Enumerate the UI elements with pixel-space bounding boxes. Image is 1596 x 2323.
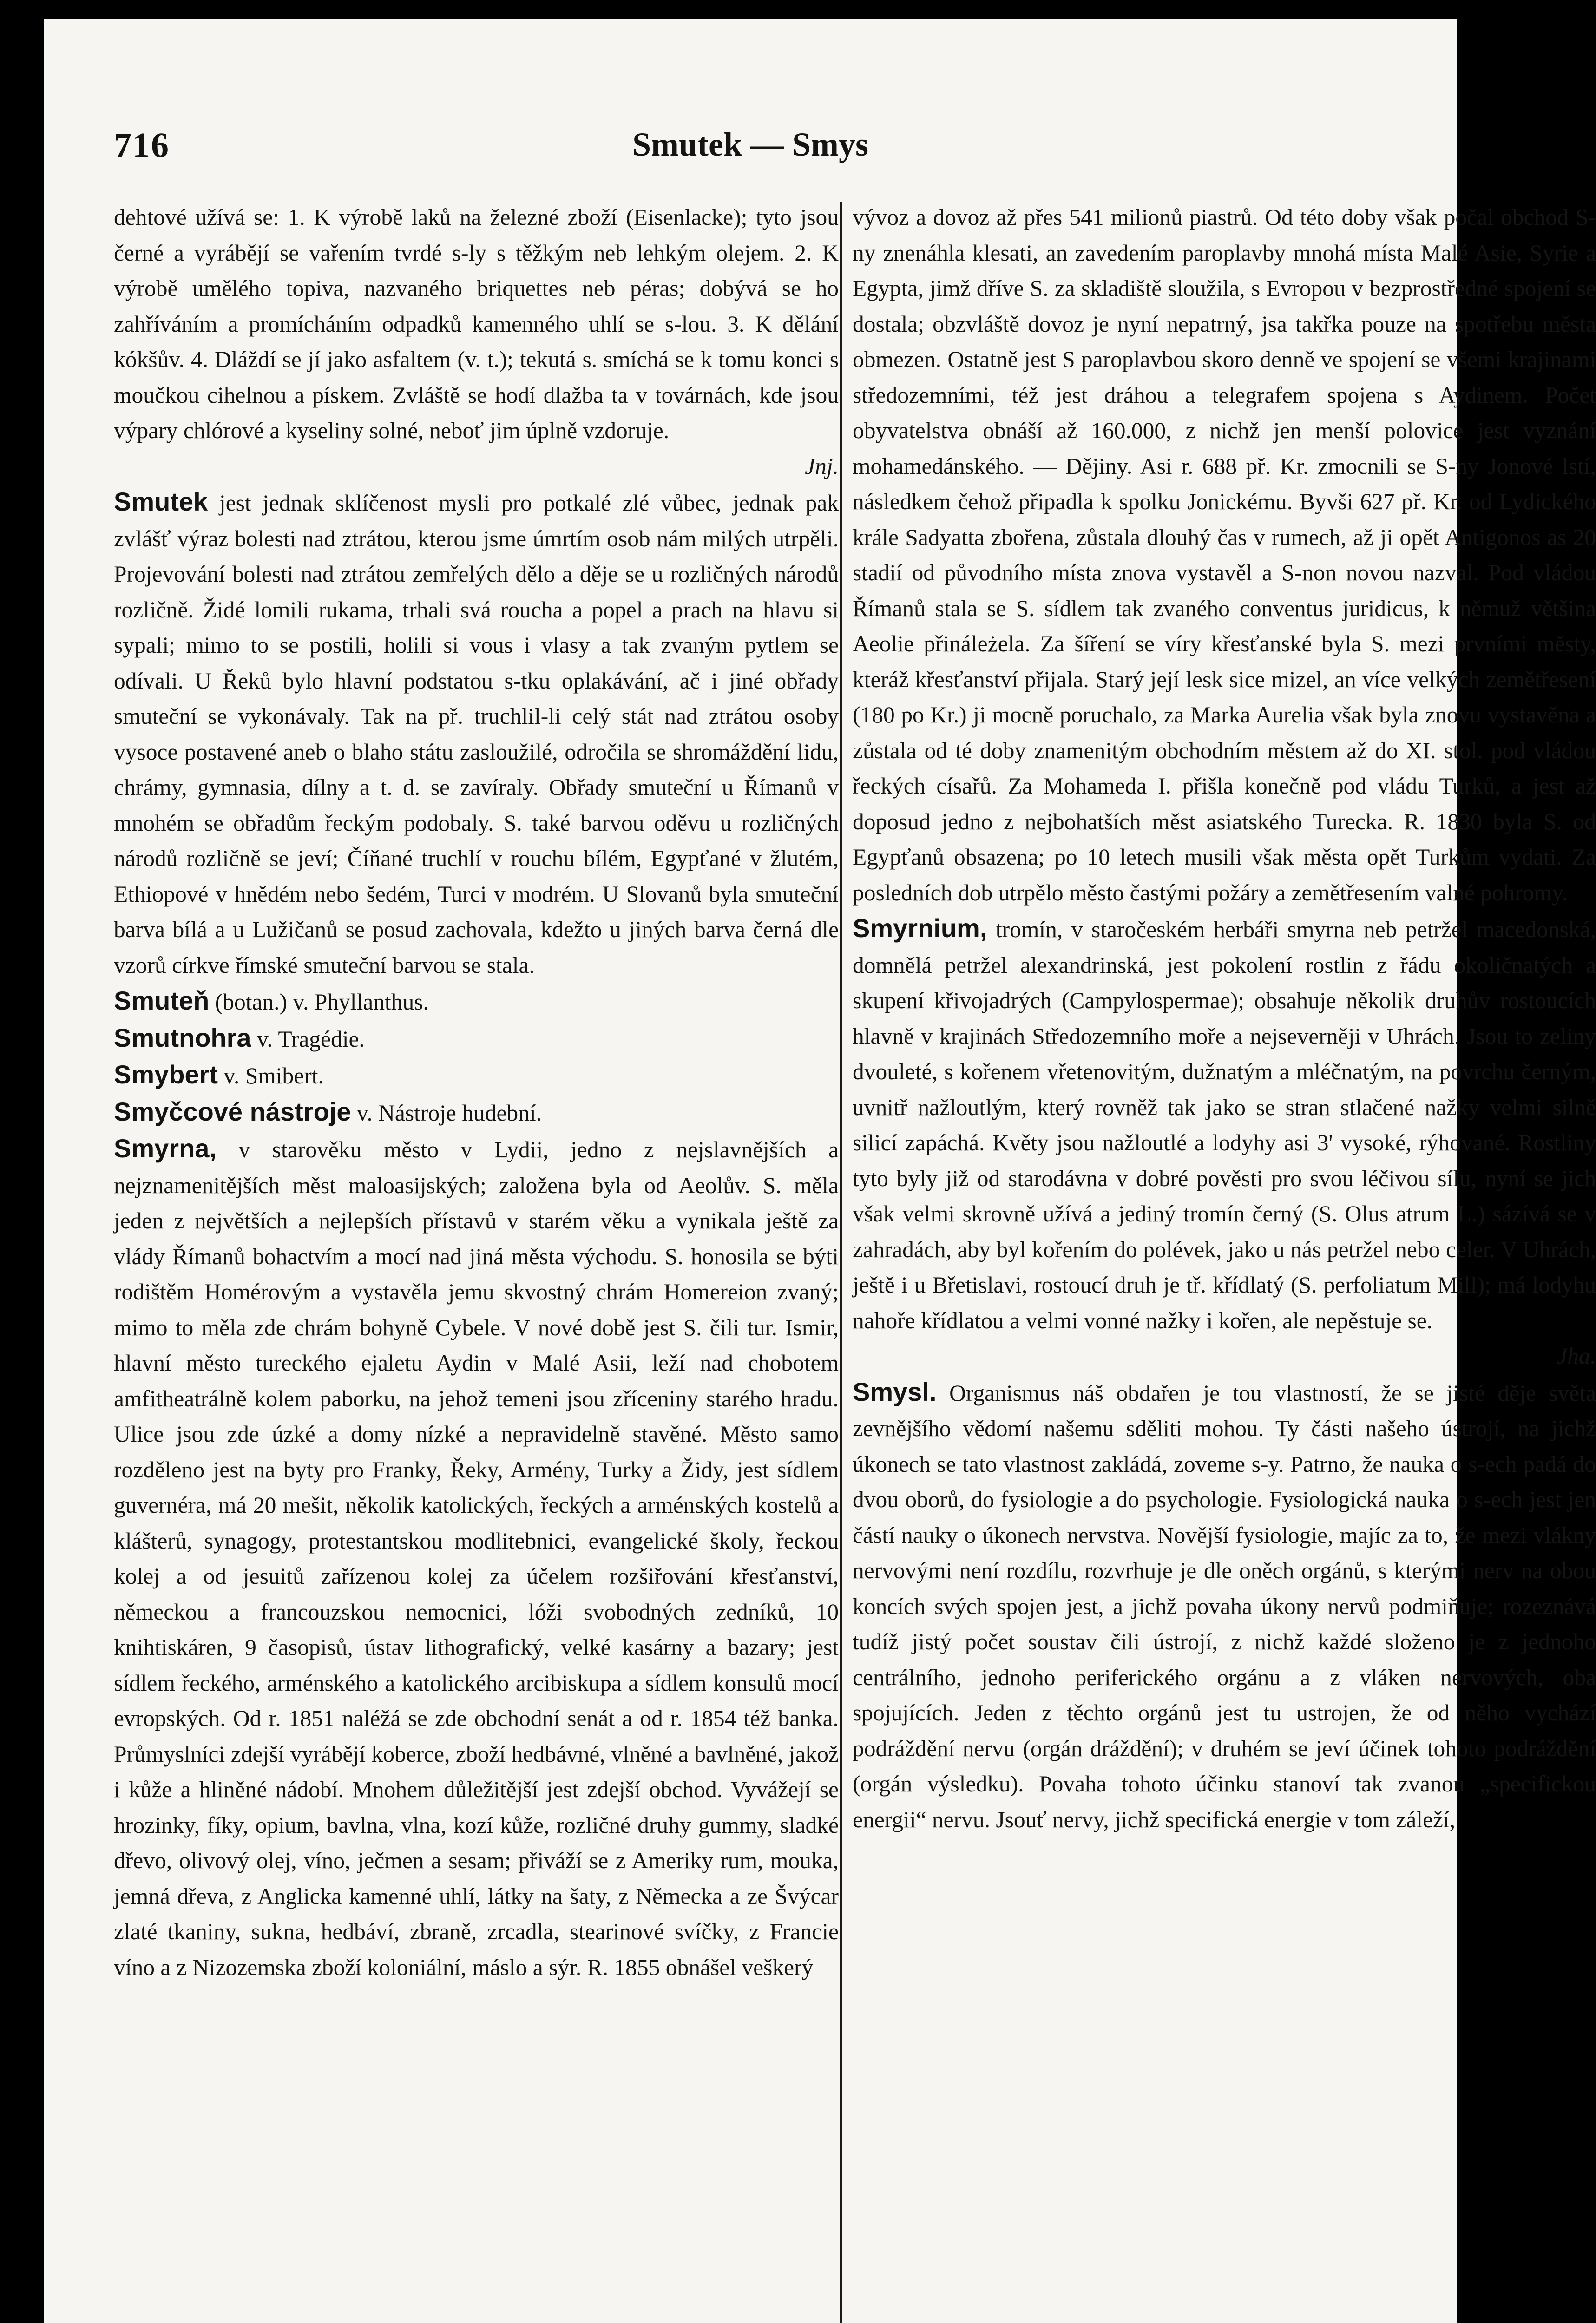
column-divider: [840, 202, 842, 2323]
entry-smutnohra: [114, 1020, 839, 1057]
running-title: Smutek — Smys: [632, 126, 869, 163]
entry-smysl: [853, 1374, 1596, 1838]
headword: Smysl.: [853, 1377, 937, 1406]
entry-text: Organismus náš obdařen je tou vlastností, že se jisté děje světa zevnějšího vědomí našemu sděliti mohou. Ty části našeho ústrojí, na jichž úkonech se tato vlastnost zakládá, zoveme s-y. Patrno, že nauka o s-ech padá do dvou oborů, do fysiologie a do psychologie. Fysiologická nauka o s-ech jest jen částí nauky o úkonech nervstva. Novější fysiologie, majíc za to, že mezi vlákny nervovými není rozdílu, rozvrhuje je dle oněch orgánů, s kterými nerv na obou koncích svých spojen jest, a jichž povaha úkony nervů podmiňuje; rozeznává tudíž jistý počet soustav čili ústrojí, z nichž každé složeno je z jednoho centrálního, jednoho periferického orgánu a z vláken nervových, oba spojujících. Jeden z těchto orgánů jest tu ustrojen, že od něho vychází podráždění nervu (orgán dráždění); v druhém se jeví účinek tohoto podráždění (orgán výsledku). Povaha tohoto účinku stanoví tak zvanou „specifickou energii“ nervu. Jsouť nervy, jichž specifická energie v tom záleží,: [853, 1380, 1596, 1832]
paragraph-text: dehtové užívá se: 1. K výrobě laků na železné zboží (Eisenlacke); tyto jsou černé a vyrábějí se vařením tvrdé s-ly s těžkým neb lehkým olejem. 2. K výrobě umělého topiva, nazvaného briquettes neb péras; dobývá se ho zahříváním a promícháním odpadků kamenného uhlí se s-lou. 3. K dělání kókšův. 4. Dláždí se jí jako asfaltem (v. t.); tekutá s. smíchá se k tomu konci s moučkou cihelnou a pískem. Zvláště se hodí dlažba ta v továrnách, kde jsou výpary chlórové a kyseliny solné, neboť jim úplně vzdoruje.: [114, 204, 839, 443]
entry-text: v. Smibert.: [223, 1063, 324, 1089]
author-signature: Jnj.: [805, 453, 839, 479]
headword: Smuteň: [114, 986, 210, 1015]
paragraph-continuation: [853, 200, 1596, 911]
book-page: [44, 19, 1596, 2323]
author-signature: Jha.: [1557, 1343, 1596, 1369]
left-column: [114, 200, 839, 2323]
entry-text: v starověku město v Lydii, jedno z nejslavnějších a nejznamenitějších měst maloasijských; založena byla od Aeolův. S. měla jeden z největších a nejlepších přístavů v starém věku a vynikala ještě za vlády Římanů bohactvím a mocí nad jiná města východu. S. honosila se býti rodištěm Homérovým a vystavěla jemu skvostný chrám Homereion zvaný; mimo to měla zde chrám bohyně Cybele. V nové době jest S. čili tur. Ismir, hlavní město tureckého ejaletu Aydin v Malé Asii, leží nad chobotem amfitheatrálně kolem paborku, na jehož temeni jsou zříceniny starého hradu. Ulice jsou zde úzké a domy nízké a nepravidelně stavěné. Město samo rozděleno jest na byty pro Franky, Řeky, Armény, Turky a Židy, jest sídlem guvernéra, má 20 mešit, několik katolických, řeckých a arménských kostelů a klášterů, synagogy, protestantskou modlitebnici, evangelické školy, řeckou kolej a od jesuitů zařízenou kolej za účelem rozšiřování křesťanství, německou a francouzskou nemocnici, lóži svobodných zedníků, 10 knihtiskáren, 9 časopisů, ústav lithografický, velké kasárny a bazary; jest sídlem řeckého, arménského a katolického arcibiskupa a sídlem konsulů mocí evropských. Od r. 1851 naléžá se zde obchodní senát a od r. 1854 též banka. Průmyslníci zdejší vyrábějí koberce, zboží hedbávné, vlněné a bavlněné, jakož i kůže a hliněné nádobí. Mnohem důležitější jest zdejší obchod. Vyvážejí se hrozinky, fíky, opium, bavlna, vlna, kozí kůže, rozličné druhy gummy, sladké dřevo, olivový olej, víno, ječmen a sesam; přiváží se z Ameriky rum, mouka, jemná dřeva, z Anglicka kamenné uhlí, látky na šaty, z Německa a ze Švýcar zlaté tkaniny, sukna, hedbáví, zbraně, zrcadla, stearinové svíčky, z Francie víno a z Nizozemska zboží koloniální, máslo a sýr. R. 1855 obnášel veškerý: [114, 1137, 839, 1980]
page-number: 716: [114, 126, 170, 165]
headword: Smyrna,: [114, 1134, 217, 1163]
entry-smutek: [114, 484, 839, 983]
entry-text: (botan.) v. Phyllanthus.: [215, 989, 429, 1015]
right-column: [853, 200, 1596, 2323]
headword: Smybert: [114, 1060, 218, 1089]
headword: Smyrnium,: [853, 913, 987, 943]
headword: Smutnohra: [114, 1023, 251, 1052]
headword: Smyčcové nástroje: [114, 1096, 351, 1126]
entry-smyccove-nastroje: [114, 1094, 839, 1131]
entry-text: v. Tragédie.: [256, 1026, 365, 1052]
entry-smyrna: [114, 1131, 839, 1985]
headword: Smutek: [114, 487, 208, 516]
entry-smybert: [114, 1057, 839, 1094]
entry-text: jest jednak sklíčenost mysli pro potkalé zlé vůbec, jednak pak zvlášť výraz bolesti nad ztrátou, kterou jsme úmrtím osob nám milých utrpěli. Projevování bolesti nad ztrátou zemřelých dělo a děje se u rozličných národů rozličně. Židé lomili rukama, trhali svá roucha a popel a prach na hlavu si sypali; mimo to se postili, holili si vous i vlasy a tak zvaným pytlem se odívali. U Řeků bylo hlavní podstatou s-tku oplakávání, ač i jiné obřady smuteční se vykonávaly. Tak na př. truchlil-li celý stát nad ztrátou osoby vysoce postavené aneb o blaho státu zasloužilé, odročila se shromáždění lidu, chrámy, gymnasia, dílny a t. d. se zavíraly. Obřady smuteční u Římanů v mnohém se obřadům řeckým podobaly. S. také barvou oděvu u rozličných národů rozličně se jeví; Číňané truchlí v rouchu bílém, Egypťané v žlutém, Ethiopové v hnědém nebo šedém, Turci v modrém. U Slovanů byla smuteční barva bílá a u Lužičanů se posud zachovala, kdežto u jiných barva černá dle vzorů církve římské smuteční barvou se stala.: [114, 490, 839, 978]
entry-text: tromín, v staročeském herbáři smyrna neb petržel macedonská, domnělá petržel alexandrinská, jest pokolení rostlin z řádu okoličnatých a skupení křivojadrých (Campylospermae); obsahuje několik druhův rostoucích hlavně v krajinách Středozemního moře a nejseverněji v Uhrách. Jsou to zeliny dvouleté, s kořenem vřetenovitým, dužnatým a mléčnatým, na povrchu černým, uvnitř nažloutlým, který rovněž tak jako se stran stlačené nažky velmi silně silicí zapáchá. Květy jsou nažloutlé a lodyhy asi 3' vysoké, rýhované. Rostliny tyto byly již od starodávna v dobré pověsti pro svou léčivou sílu, nyní se jich však velmi skrovně užívá a jediný tromín černý (S. Olus atrum L.) sázívá se v zahradách, aby byl kořením do polévek, jako u nás petržel nebo celer. V Uhrách, ještě i u Břetislavi, rostoucí druh je tř. křídlatý (S. perfoliatum Mill); má lodyhu nahoře křídlatou a velmi vonné nažky i kořen, ale nepěstuje se.: [853, 917, 1596, 1333]
entry-smuten: [114, 983, 839, 1020]
entry-smyrnium: [853, 911, 1596, 1374]
paragraph-continuation: [114, 200, 839, 484]
entry-text: v. Nástroje hudební.: [356, 1100, 542, 1126]
paragraph-text: vývoz a dovoz až přes 541 milionů piastrů. Od této doby však počal obchod S-ny znenáhla klesati, an zavedením paroplavby mnohá místa Malé Asie, Syrie a Egypta, jimž dříve S. za skladiště sloužila, s Evropou v bezprostředné spojení se dostala; obzvláště dovoz je nyní nepatrný, jsa takřka pouze na spotřebu města obmezen. Ostatně jest S paroplavbou skoro denně ve spojení se všemi krajinami středozemními, též jest dráhou a telegrafem spojena s Aydinem. Počet obyvatelstva obnáší až 160.000, z nichž jen menší polovice jest vyznání mohamedánského. — Dějiny. Asi r. 688 př. Kr. zmocnili se S-ny Jonové lstí, následkem čehož připadla k spolku Jonickému. Byvši 627 př. Kr. od Lydického krále Sadyatta zbořena, zůstala dlouhý čas v rumech, až ji opět Antigonos as 20 stadií od původního místa znova vystavěl a S-non novou nazval. Pod vládou Římanů stala se S. sídlem tak zvaného conventus juridicus, k němuž většina Aeolie přináleżela. Za šíření se víry křesťanské byla S. mezi prvními městy, kteráž křesťanství přijala. Starý její lesk sice mizel, an více velkých zemětřesení (180 po Kr.) ji mocně poruchalo, za Marka Aurelia však byla znovu vystavěna a zůstala od té doby znamenitým obchodním městem až do XI. stol. pod vládou řeckých císařů. Za Mohameda I. přišla konečně pod vládu Turků, a jest až doposud jedno z nejbohatších měst asiatského Turecka. R. 1830 byla S. od Egypťanů obsazena; po 10 letech musili však města opět Turkům vydati. Za posledních dob utrpělo město častými požáry a zemětřesením valné pohromy.: [853, 204, 1596, 906]
running-header: [114, 125, 1387, 177]
